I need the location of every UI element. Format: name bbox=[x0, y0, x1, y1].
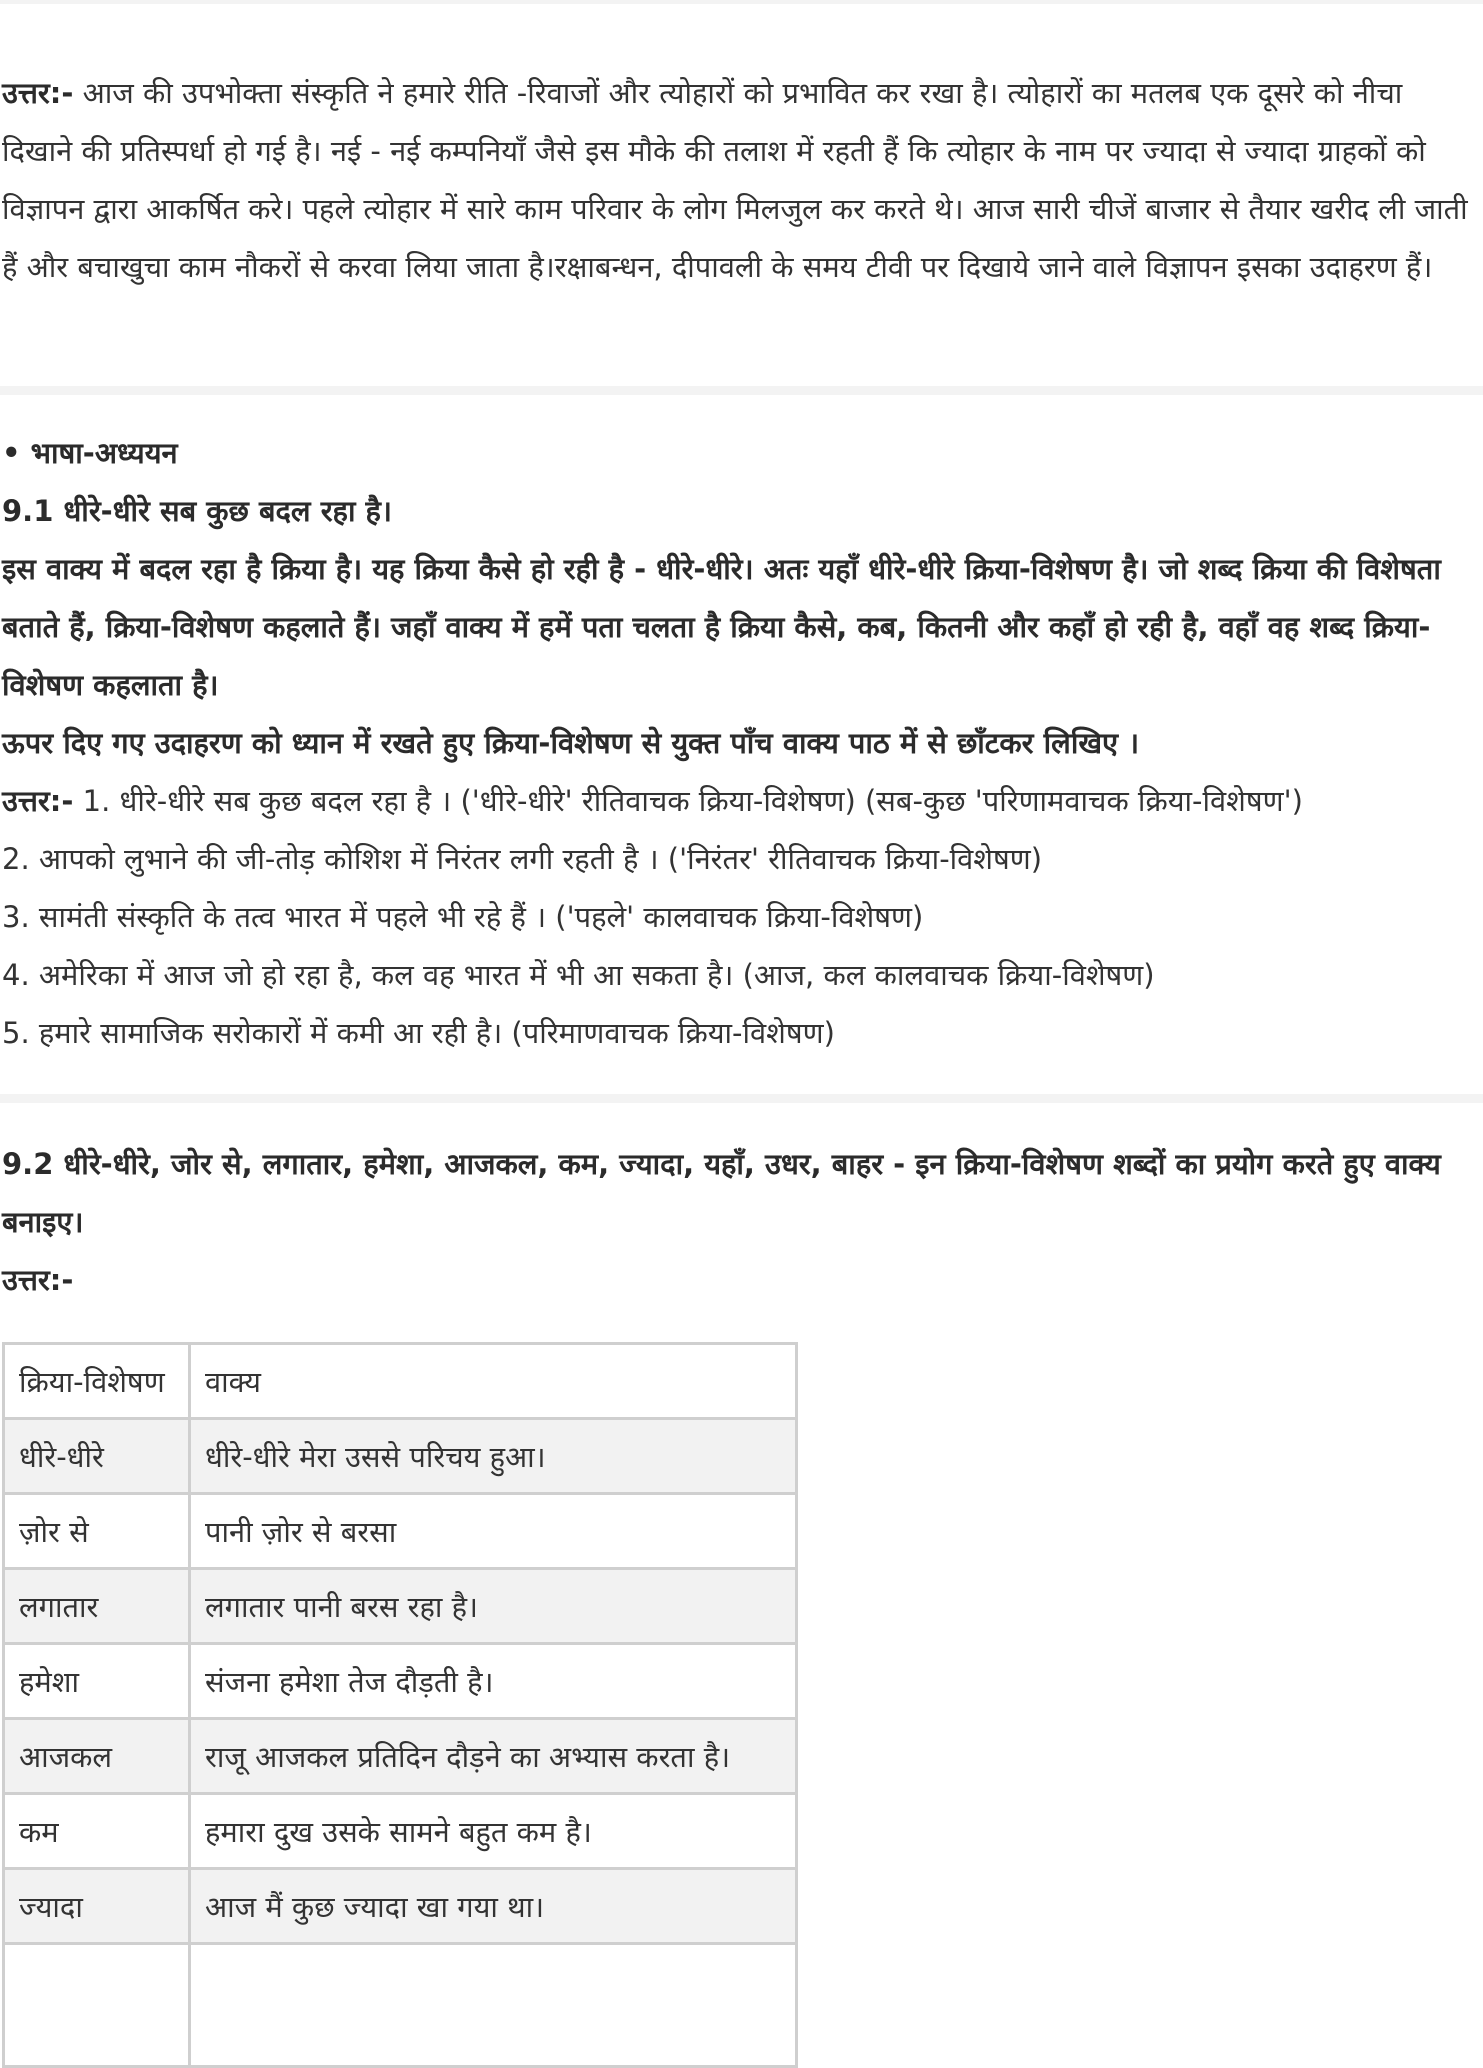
table-cell-adverb: ज्यादा bbox=[4, 1869, 190, 1944]
table-cell-adverb: लगातार bbox=[4, 1569, 190, 1644]
table-cell-adverb: ज़ोर से bbox=[4, 1494, 190, 1569]
top-divider bbox=[0, 0, 1483, 4]
table-cell-adverb: कम bbox=[4, 1794, 190, 1869]
table-header-row bbox=[4, 1344, 797, 1419]
answer-label: उत्तर:- bbox=[2, 1263, 74, 1297]
answer-line-3: 3. सामंती संस्कृति के तत्व भारत में पहले भी रहे हैं । ('पहले' कालवाचक क्रिया-विशेषण) bbox=[2, 900, 924, 934]
table-cell-sentence: राजू आजकल प्रतिदिन दौड़ने का अभ्यास करता है। bbox=[190, 1719, 797, 1794]
table-header-cell: वाक्य bbox=[190, 1344, 797, 1419]
table-row bbox=[4, 1944, 797, 2067]
section-divider bbox=[0, 1094, 1483, 1103]
table-cell-sentence: धीरे-धीरे मेरा उससे परिचय हुआ। bbox=[190, 1419, 797, 1494]
answer-label: उत्तर:- bbox=[2, 784, 74, 818]
answer-line-2: 2. आपको लुभाने की जी-तोड़ कोशिश में निरंतर लगी रहती है । ('निरंतर' रीतिवाचक क्रिया-विशेषण) bbox=[2, 842, 1043, 876]
table-cell-adverb: धीरे-धीरे bbox=[4, 1419, 190, 1494]
section-title: • भाषा-अध्ययन bbox=[2, 436, 178, 470]
table-row bbox=[4, 1494, 797, 1569]
answer-line-1: उत्तर:- 1. धीरे-धीरे सब कुछ बदल रहा है । ('धीरे-धीरे' रीतिवाचक क्रिया-विशेषण) (सब-कुछ 'परिणामवाचक क्रिया-विशेषण') bbox=[2, 784, 1303, 818]
table-cell-sentence: आज मैं कुछ ज्यादा खा गया था। bbox=[190, 1869, 797, 1944]
table-row bbox=[4, 1419, 797, 1494]
table-cell-adverb: आजकल bbox=[4, 1719, 190, 1794]
question-9-2-title: 9.2 धीरे-धीरे, जोर से, लगातार, हमेशा, आजकल, कम, ज्यादा, यहाँ, उधर, बाहर - इन क्रिया-विशेषण शब्दों का प्रयोग करते हुए वाक्य बनाइए। bbox=[2, 1147, 1441, 1239]
table-cell-sentence: हमारा दुख उसके सामने बहुत कम है। bbox=[190, 1794, 797, 1869]
table-cell-sentence bbox=[190, 1944, 797, 2067]
answer-label: उत्तर:- bbox=[2, 76, 74, 110]
answer-text: आज की उपभोक्ता संस्कृति ने हमारे रीति -रिवाजों और त्योहारों को प्रभावित कर रखा है। त्योहारों का मतलब एक दूसरे को नीचा दिखाने की प्रतिस्पर्धा हो गई है। नई - नई कम्पनियाँ जैसे इस मौके की तलाश में रहती हैं कि त्योहार के नाम पर ज्यादा से ज्यादा ग्राहकों को विज्ञापन द्वारा आकर्षित करे। पहले त्योहार में सारे काम परिवार के लोग मिलजुल कर करते थे। आज सारी चीजें बाजार से तैयार खरीद ली जाती हैं और बचाखुचा काम नौकरों से करवा लिया जाता है।रक्षाबन्धन, दीपावली के समय टीवी पर दिखाये जाने वाले विज्ञापन इसका उदाहरण हैं। bbox=[2, 76, 1468, 284]
table-cell-sentence: लगातार पानी बरस रहा है। bbox=[190, 1569, 797, 1644]
table-cell-adverb: हमेशा bbox=[4, 1644, 190, 1719]
table-row bbox=[4, 1719, 797, 1794]
table-row bbox=[4, 1644, 797, 1719]
section-9-1 bbox=[2, 424, 1478, 1062]
question-9-1-explanation: इस वाक्य में बदल रहा है क्रिया है। यह क्रिया कैसे हो रही है - धीरे-धीरे। अतः यहाँ धीरे-धीरे क्रिया-विशेषण है। जो शब्द क्रिया की विशेषता बताते हैं, क्रिया-विशेषण कहलाते हैं। जहाँ वाक्य में हमें पता चलता है क्रिया कैसे, कब, कितनी और कहाँ हो रही है, वहाँ वह शब्द क्रिया-विशेषण कहलाता है। bbox=[2, 552, 1441, 702]
table-row bbox=[4, 1869, 797, 1944]
answer-paragraph bbox=[2, 64, 1478, 296]
table-row bbox=[4, 1794, 797, 1869]
table-header-cell: क्रिया-विशेषण bbox=[4, 1344, 190, 1419]
question-9-1-title: 9.1 धीरे-धीरे सब कुछ बदल रहा है। bbox=[2, 494, 392, 528]
table-cell-sentence: पानी ज़ोर से बरसा bbox=[190, 1494, 797, 1569]
table-cell-sentence: संजना हमेशा तेज दौड़ती है। bbox=[190, 1644, 797, 1719]
question-9-1-prompt: ऊपर दिए गए उदाहरण को ध्यान में रखते हुए क्रिया-विशेषण से युक्त पाँच वाक्य पाठ में से छाँटकर लिखिए । bbox=[2, 726, 1140, 760]
answer-line-5: 5. हमारे सामाजिक सरोकारों में कमी आ रही है। (परिमाणवाचक क्रिया-विशेषण) bbox=[2, 1016, 835, 1050]
section-divider bbox=[0, 386, 1483, 395]
answer-line-4: 4. अमेरिका में आज जो हो रहा है, कल वह भारत में भी आ सकता है। (आज, कल कालवाचक क्रिया-विशेषण) bbox=[2, 958, 1155, 992]
section-9-2 bbox=[2, 1135, 1478, 1309]
table-row bbox=[4, 1569, 797, 1644]
table-cell-adverb bbox=[4, 1944, 190, 2067]
adverb-table bbox=[2, 1342, 798, 2068]
